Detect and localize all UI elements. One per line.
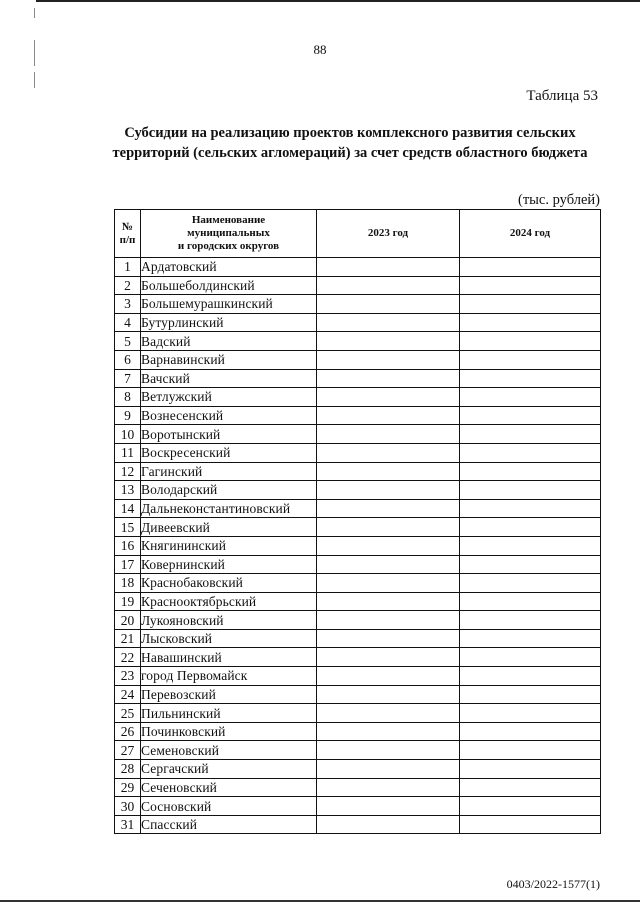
header-year-2023: 2023 год	[317, 210, 460, 258]
row-value-2024	[460, 388, 601, 407]
row-value-2023	[317, 276, 460, 295]
row-value-2023	[317, 667, 460, 686]
row-value-2024	[460, 685, 601, 704]
table-row	[115, 815, 601, 834]
row-municipality-name: Вознесенский	[141, 406, 317, 425]
row-value-2023	[317, 741, 460, 760]
row-number: 18	[115, 574, 141, 593]
row-municipality-name: Сосновский	[141, 797, 317, 816]
row-number: 22	[115, 648, 141, 667]
row-number: 7	[115, 369, 141, 388]
row-value-2024	[460, 350, 601, 369]
table-row	[115, 667, 601, 686]
row-value-2023	[317, 481, 460, 500]
row-municipality-name: Починковский	[141, 722, 317, 741]
row-value-2023	[317, 388, 460, 407]
table-row	[115, 462, 601, 481]
row-municipality-name: Спасский	[141, 815, 317, 834]
table-row	[115, 369, 601, 388]
row-value-2024	[460, 760, 601, 779]
document-code: 0403/2022-1577(1)	[506, 877, 600, 891]
row-municipality-name: Лысковский	[141, 629, 317, 648]
row-municipality-name: Гагинский	[141, 462, 317, 481]
header-number-line1: №	[121, 220, 134, 233]
row-value-2024	[460, 629, 601, 648]
row-value-2023	[317, 499, 460, 518]
row-value-2023	[317, 369, 460, 388]
row-value-2023	[317, 611, 460, 630]
table-row	[115, 778, 601, 797]
row-municipality-name: Бутурлинский	[141, 313, 317, 332]
table-header-row	[115, 210, 601, 258]
table-body	[115, 258, 601, 834]
scan-margin-mark	[34, 8, 35, 18]
row-municipality-name: Воскресенский	[141, 443, 317, 462]
subsidy-table	[114, 209, 601, 834]
table-row	[115, 518, 601, 537]
row-value-2024	[460, 648, 601, 667]
row-value-2024	[460, 499, 601, 518]
row-number: 9	[115, 406, 141, 425]
table-row	[115, 406, 601, 425]
row-value-2024	[460, 369, 601, 388]
table-row	[115, 276, 601, 295]
row-number: 31	[115, 815, 141, 834]
row-value-2023	[317, 778, 460, 797]
table-row	[115, 425, 601, 444]
scan-margin-mark	[34, 72, 35, 88]
table-row	[115, 295, 601, 314]
row-number: 19	[115, 592, 141, 611]
table-row	[115, 685, 601, 704]
row-municipality-name: Перевозский	[141, 685, 317, 704]
row-municipality-name: Пильнинский	[141, 704, 317, 723]
row-number: 30	[115, 797, 141, 816]
table-row	[115, 499, 601, 518]
row-number: 15	[115, 518, 141, 537]
row-value-2024	[460, 276, 601, 295]
row-value-2024	[460, 258, 601, 277]
row-value-2024	[460, 295, 601, 314]
row-number: 20	[115, 611, 141, 630]
row-value-2023	[317, 685, 460, 704]
row-value-2024	[460, 425, 601, 444]
row-municipality-name: Воротынский	[141, 425, 317, 444]
row-value-2023	[317, 313, 460, 332]
table-row	[115, 592, 601, 611]
row-value-2024	[460, 667, 601, 686]
row-value-2024	[460, 481, 601, 500]
table-row	[115, 704, 601, 723]
row-municipality-name: Вачский	[141, 369, 317, 388]
row-value-2023	[317, 332, 460, 351]
table-row	[115, 350, 601, 369]
table-row	[115, 258, 601, 277]
row-number: 11	[115, 443, 141, 462]
row-value-2024	[460, 518, 601, 537]
row-number: 27	[115, 741, 141, 760]
table-row	[115, 760, 601, 779]
row-municipality-name: Ардатовский	[141, 258, 317, 277]
header-number	[115, 210, 141, 258]
row-municipality-name: Варнавинский	[141, 350, 317, 369]
row-value-2023	[317, 555, 460, 574]
header-number-line2: п/п	[119, 233, 136, 246]
row-number: 28	[115, 760, 141, 779]
row-value-2023	[317, 722, 460, 741]
row-municipality-name: Лукояновский	[141, 611, 317, 630]
row-number: 1	[115, 258, 141, 277]
table-row	[115, 332, 601, 351]
row-value-2023	[317, 760, 460, 779]
row-number: 21	[115, 629, 141, 648]
row-value-2024	[460, 536, 601, 555]
row-number: 2	[115, 276, 141, 295]
row-value-2023	[317, 518, 460, 537]
row-value-2024	[460, 704, 601, 723]
row-number: 25	[115, 704, 141, 723]
table-row	[115, 574, 601, 593]
row-municipality-name: Княгининский	[141, 536, 317, 555]
row-municipality-name: Краснооктябрьский	[141, 592, 317, 611]
row-municipality-name: Дивеевский	[141, 518, 317, 537]
row-municipality-name: Навашинский	[141, 648, 317, 667]
units-label: (тыс. рублей)	[518, 192, 600, 208]
row-number: 5	[115, 332, 141, 351]
row-value-2023	[317, 815, 460, 834]
row-number: 10	[115, 425, 141, 444]
row-value-2023	[317, 443, 460, 462]
row-value-2023	[317, 295, 460, 314]
row-municipality-name: Краснобаковский	[141, 574, 317, 593]
row-number: 17	[115, 555, 141, 574]
row-value-2024	[460, 722, 601, 741]
row-municipality-name: город Первомайск	[141, 667, 317, 686]
row-value-2024	[460, 406, 601, 425]
row-value-2023	[317, 406, 460, 425]
row-number: 24	[115, 685, 141, 704]
row-value-2023	[317, 648, 460, 667]
row-number: 26	[115, 722, 141, 741]
row-number: 4	[115, 313, 141, 332]
row-value-2023	[317, 462, 460, 481]
row-number: 23	[115, 667, 141, 686]
row-value-2023	[317, 574, 460, 593]
row-number: 13	[115, 481, 141, 500]
row-value-2023	[317, 629, 460, 648]
scan-edge-top	[36, 0, 640, 2]
row-number: 12	[115, 462, 141, 481]
row-municipality-name: Ветлужский	[141, 388, 317, 407]
row-number: 14	[115, 499, 141, 518]
row-value-2023	[317, 350, 460, 369]
row-value-2024	[460, 815, 601, 834]
table-row	[115, 648, 601, 667]
row-value-2024	[460, 741, 601, 760]
row-value-2024	[460, 332, 601, 351]
header-name-line3: и городских округов	[177, 240, 280, 252]
table-label: Таблица 53	[526, 88, 598, 104]
header-name-line2: муниципальных	[187, 227, 270, 239]
row-municipality-name: Семеновский	[141, 741, 317, 760]
table-row	[115, 313, 601, 332]
scan-edge-bottom	[0, 900, 640, 902]
table-row	[115, 611, 601, 630]
row-municipality-name: Дальнеконстантиновский	[141, 499, 317, 518]
table-row	[115, 536, 601, 555]
row-number: 6	[115, 350, 141, 369]
header-name	[141, 210, 317, 258]
page-number: 88	[313, 42, 327, 57]
row-value-2024	[460, 778, 601, 797]
row-municipality-name: Сергачский	[141, 760, 317, 779]
row-value-2024	[460, 443, 601, 462]
row-value-2024	[460, 462, 601, 481]
row-value-2023	[317, 592, 460, 611]
table-title: Субсидии на реализацию проектов комплексного развития сельских территорий (сельских агломераций) за счет средств областного бюджета	[112, 125, 588, 161]
header-name-line1: Наименование	[191, 214, 266, 226]
row-value-2023	[317, 258, 460, 277]
row-municipality-name: Вадский	[141, 332, 317, 351]
row-municipality-name: Володарский	[141, 481, 317, 500]
row-number: 3	[115, 295, 141, 314]
row-municipality-name: Большеболдинский	[141, 276, 317, 295]
row-value-2024	[460, 592, 601, 611]
table-row	[115, 629, 601, 648]
header-year-2024: 2024 год	[460, 210, 601, 258]
table-row	[115, 797, 601, 816]
row-municipality-name: Большемурашкинский	[141, 295, 317, 314]
row-value-2024	[460, 611, 601, 630]
row-value-2024	[460, 555, 601, 574]
table-row	[115, 388, 601, 407]
row-value-2023	[317, 425, 460, 444]
table-row	[115, 741, 601, 760]
row-value-2023	[317, 797, 460, 816]
row-municipality-name: Сеченовский	[141, 778, 317, 797]
table-row	[115, 722, 601, 741]
row-number: 16	[115, 536, 141, 555]
row-value-2024	[460, 313, 601, 332]
row-number: 8	[115, 388, 141, 407]
row-value-2024	[460, 574, 601, 593]
table-row	[115, 555, 601, 574]
row-value-2024	[460, 797, 601, 816]
table-row	[115, 481, 601, 500]
row-municipality-name: Ковернинский	[141, 555, 317, 574]
row-number: 29	[115, 778, 141, 797]
row-value-2023	[317, 704, 460, 723]
row-value-2023	[317, 536, 460, 555]
table-row	[115, 443, 601, 462]
